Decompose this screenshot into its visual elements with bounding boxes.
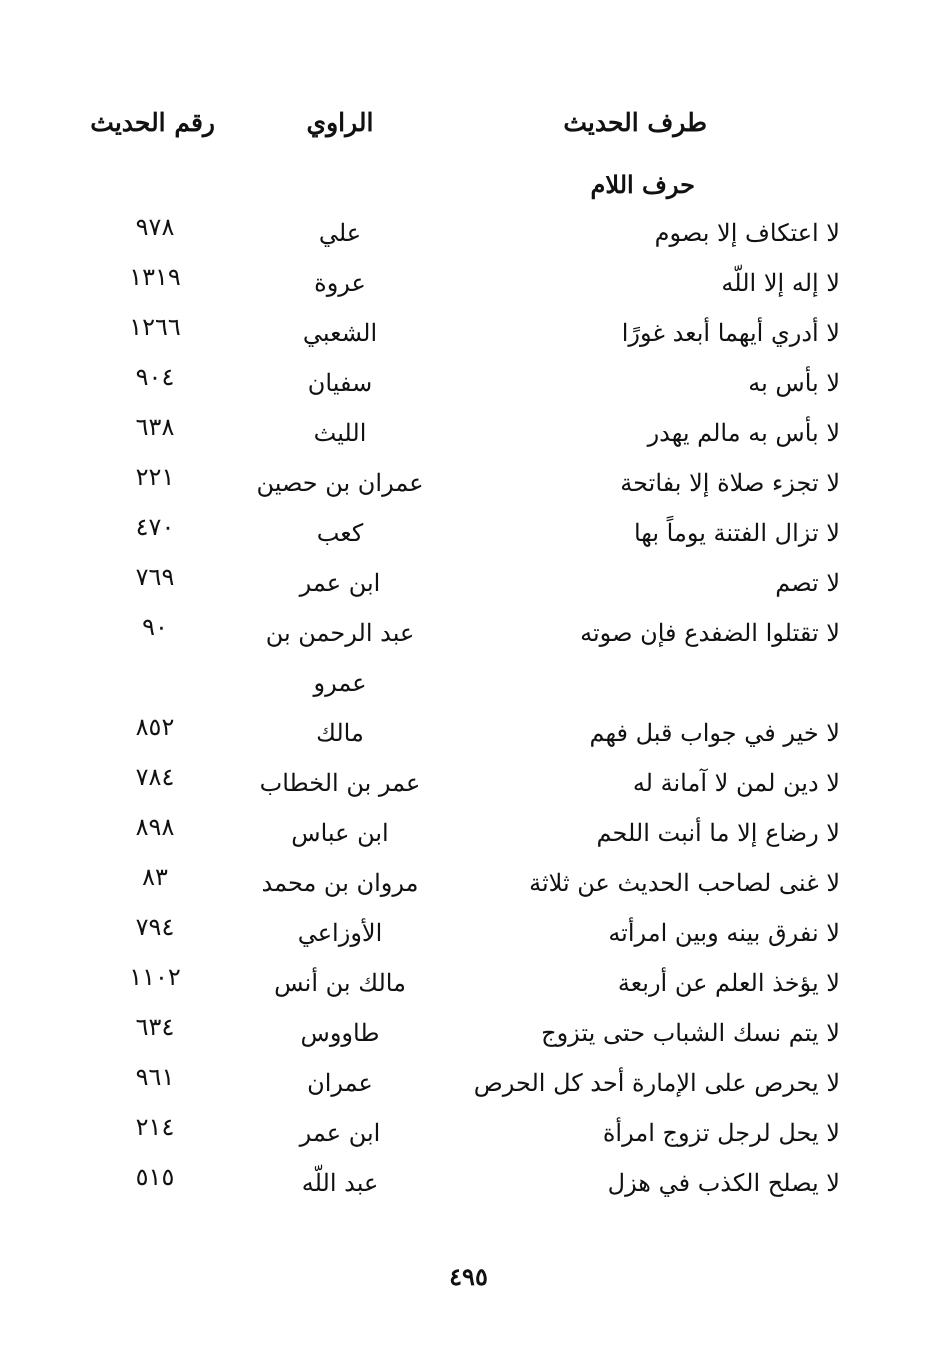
row-hadith-text: لا رضاع إلا ما أنبت اللحم	[596, 819, 840, 847]
row-hadith-number: ٦٣٤	[135, 1013, 175, 1041]
row-narrator: سفيان	[307, 369, 373, 397]
row-narrator: كعب	[316, 519, 364, 547]
row-hadith-number: ٧٦٩	[135, 563, 175, 591]
row-hadith-number: ٥١٥	[135, 1163, 175, 1191]
row-hadith-text: لا تجزء صلاة إلا بفاتحة	[620, 469, 840, 497]
row-narrator: عبد اللّه	[301, 1169, 379, 1197]
row-hadith-text: لا تقتلوا الضفدع فإن صوته	[580, 619, 840, 647]
row-narrator: علي	[318, 219, 362, 247]
header-hadith-text: طرف الحديث	[563, 108, 707, 137]
row-narrator: عمر بن الخطاب	[259, 769, 421, 797]
row-hadith-text: لا خير في جواب قبل فهم	[589, 719, 840, 747]
row-narrator: ابن عباس	[291, 819, 389, 847]
row-hadith-number: ٩٦١	[135, 1063, 175, 1091]
row-hadith-text: لا إله إلا اللّه	[721, 269, 840, 297]
row-hadith-number: ٤٧٠	[135, 513, 175, 541]
row-narrator: الشعبي	[302, 319, 378, 347]
row-narrator: ابن عمر	[299, 569, 381, 597]
row-hadith-text: لا اعتكاف إلا بصوم	[654, 219, 840, 247]
row-hadith-number: ١٢٦٦	[129, 313, 181, 341]
header-hadith-number: رقم الحديث	[90, 108, 215, 137]
row-narrator: عروة	[314, 269, 366, 297]
row-hadith-number: ٨٩٨	[135, 813, 175, 841]
row-hadith-number: ٢١٤	[135, 1113, 175, 1141]
row-hadith-number: ١١٠٢	[129, 963, 181, 991]
row-hadith-text: لا يؤخذ العلم عن أربعة	[617, 969, 840, 997]
row-hadith-text: لا دين لمن لا آمانة له	[632, 769, 840, 797]
row-hadith-text: لا يحرص على الإمارة أحد كل الحرص	[473, 1069, 840, 1097]
row-hadith-number: ٦٣٨	[135, 413, 175, 441]
row-hadith-text: لا يصلح الكذب في هزل	[607, 1169, 840, 1197]
row-hadith-text: لا يحل لرجل تزوج امرأة	[602, 1119, 840, 1147]
row-hadith-number: ٨٥٢	[135, 713, 175, 741]
row-hadith-number: ٨٣	[142, 863, 168, 891]
row-narrator: الأوزاعي	[297, 919, 383, 947]
row-narrator: مالك	[316, 719, 364, 747]
row-hadith-text: لا تزال الفتنة يوماً بها	[633, 519, 840, 547]
row-narrator: الليث	[313, 419, 367, 447]
row-narrator: عبد الرحمن بن	[265, 619, 415, 647]
section-title: حرف اللام	[590, 170, 695, 199]
row-hadith-number: ٩٠٤	[135, 363, 175, 391]
row-hadith-number: ٩٠	[142, 613, 168, 641]
row-hadith-text: لا غنى لصاحب الحديث عن ثلاثة	[529, 869, 840, 897]
row-narrator: طاووس	[300, 1019, 380, 1047]
row-hadith-text: لا تصم	[775, 569, 840, 597]
row-narrator: عمران بن حصين	[256, 469, 424, 497]
row-narrator: مروان بن محمد	[261, 869, 419, 897]
row-hadith-number: ١٣١٩	[129, 263, 181, 291]
row-narrator: ابن عمر	[299, 1119, 381, 1147]
row-narrator: عمران	[307, 1069, 373, 1097]
row-hadith-number: ٢٢١	[135, 463, 175, 491]
row-hadith-text: لا أدري أيهما أبعد غورًا	[621, 319, 840, 347]
row-narrator: مالك بن أنس	[274, 969, 406, 997]
row-hadith-text: لا نفرق بينه وبين امرأته	[608, 919, 840, 947]
page-number: ٤٩٥	[449, 1262, 488, 1291]
header-narrator: الراوي	[306, 108, 374, 137]
row-hadith-number: ٩٧٨	[135, 213, 175, 241]
row-hadith-text: لا يتم نسك الشباب حتى يتزوج	[541, 1019, 840, 1047]
row-narrator-continuation: عمرو	[313, 669, 367, 697]
row-hadith-text: لا بأس به	[748, 369, 840, 397]
row-hadith-number: ٧٨٤	[135, 763, 175, 791]
row-hadith-text: لا بأس به مالم يهدر	[647, 419, 840, 447]
row-hadith-number: ٧٩٤	[135, 913, 175, 941]
